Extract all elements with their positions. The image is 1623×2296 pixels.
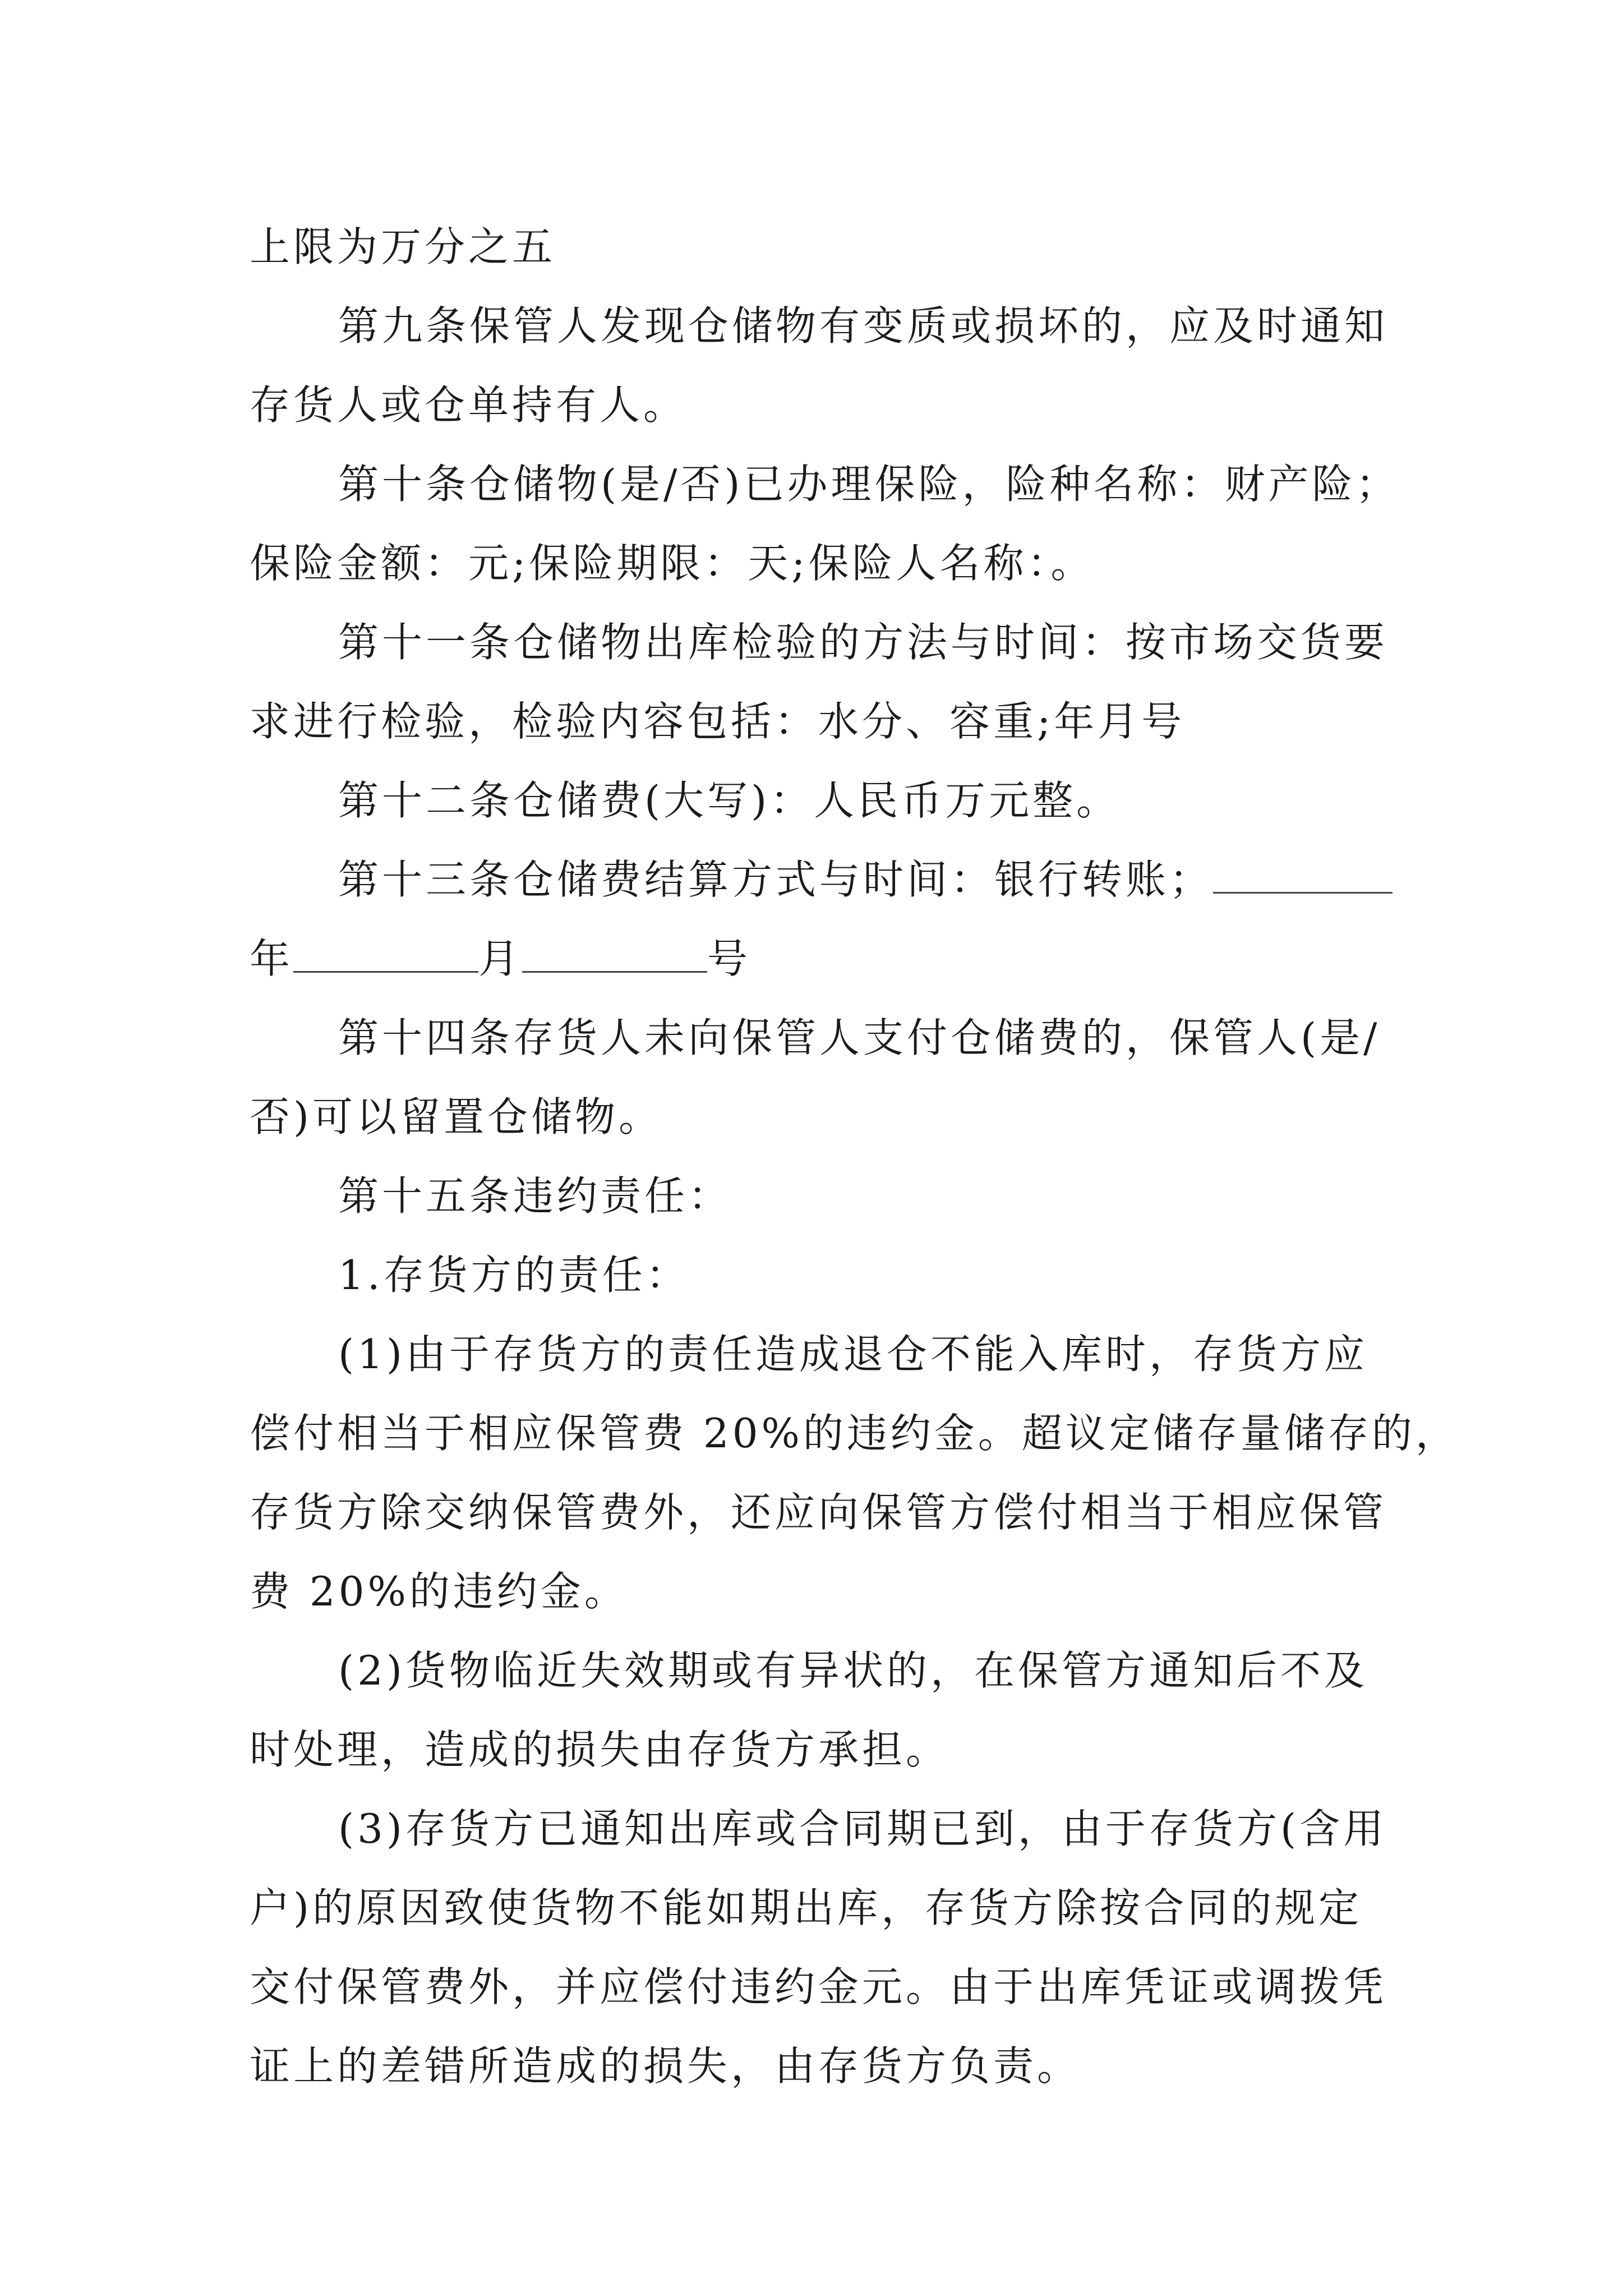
text-line: 上限为万分之五 (250, 223, 556, 270)
text-line-with-blank (250, 840, 1394, 919)
text-line: (1)由于存货方的责任造成退仓不能入库时，存货方应 (338, 1331, 1368, 1378)
text-line: 否)可以留置仓储物。 (250, 1093, 663, 1140)
text-line: 交付保管费外，并应偿付违约金元。由于出库凭证或调拨凭 (250, 1963, 1387, 2010)
contract-text (250, 208, 1459, 2106)
text-line: 第十五条违约责任： (338, 1172, 732, 1220)
text-line: 第九条保管人发现仓储物有变质或损坏的，应及时通知 (338, 302, 1389, 349)
text-line: 第十四条存货人未向保管人支付仓储费的，保管人(是/ (338, 1014, 1381, 1061)
text-line: 求进行检验，检验内容包括：水分、容重;年月号 (250, 698, 1186, 745)
text-line: 户)的原因致使货物不能如期出库，存货方除按合同的规定 (250, 1884, 1363, 1931)
text-line: 时处理，造成的损失由存货方承担。 (250, 1726, 950, 1773)
text-line: 费 20%的违约金。 (250, 1568, 628, 1615)
text-segment: 第十三条仓储费结算方式与时间：银行转账； (338, 856, 1214, 903)
fill-in-blank (1213, 857, 1393, 894)
text-line: 偿付相当于相应保管费 20%的违约金。超议定储存量储存的， (250, 1410, 1459, 1457)
month-label: 月 (478, 935, 523, 982)
fill-in-blank (522, 936, 707, 973)
text-line: 存货人或仓单持有人。 (250, 381, 688, 429)
date-blank-line (250, 919, 1394, 999)
day-label: 号 (707, 935, 751, 982)
year-label: 年 (250, 935, 294, 982)
text-line: 1.存货方的责任： (338, 1251, 690, 1299)
text-line: (3)存货方已通知出库或合同期已到，由于存货方(含用 (338, 1805, 1387, 1852)
text-line: (2)货物临近失效期或有异状的，在保管方通知后不及 (338, 1647, 1368, 1694)
fill-in-blank (293, 936, 478, 973)
text-line: 存货方除交纳保管费外，还应向保管方偿付相当于相应保管 (250, 1489, 1387, 1536)
text-line: 证上的差错所造成的损失，由存货方负责。 (250, 2042, 1081, 2090)
text-line: 第十条仓储物(是/否)已办理保险，险种名称：财产险； (338, 461, 1400, 508)
text-line: 第十二条仓储费(大写)：人民币万元整。 (338, 777, 1121, 824)
text-line: 第十一条仓储物出库检验的方法与时间：按市场交货要 (338, 619, 1389, 666)
text-line: 保险金额：元;保险期限：天;保险人名称：。 (250, 540, 1095, 587)
